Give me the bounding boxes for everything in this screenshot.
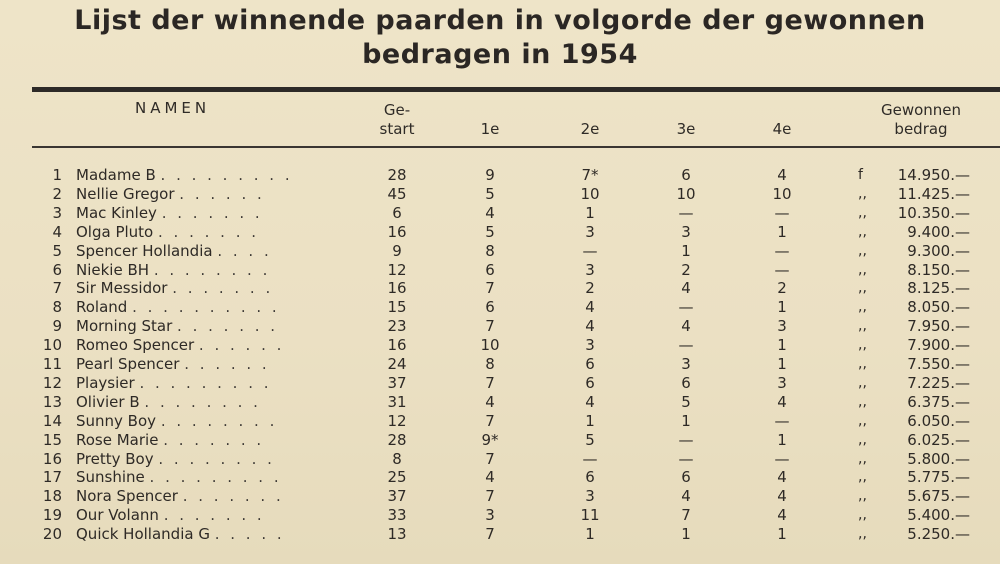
horse-name: Spencer Hollandia: [76, 241, 213, 260]
second-places-cell: 1: [585, 411, 595, 430]
row-number: 5: [52, 241, 62, 260]
horse-name: Mac Kinley: [76, 203, 157, 222]
horse-name: Romeo Spencer: [76, 336, 195, 355]
horse-name-cell: [76, 317, 336, 336]
amount-cell: 5.400.—: [907, 506, 970, 525]
leader-dots: . . . . . . .: [158, 222, 260, 241]
row-number: 10: [42, 336, 62, 355]
table-row: [0, 355, 1000, 374]
currency-mark: ,,: [858, 469, 867, 486]
second-places-cell: 1: [585, 525, 595, 544]
third-places-cell: 7: [681, 506, 691, 525]
first-places-cell: 6: [485, 298, 495, 317]
row-number: 4: [52, 222, 62, 241]
horse-name-cell: [76, 336, 336, 355]
second-places-cell: 6: [585, 468, 595, 487]
leader-dots: . . . . . .: [198, 336, 285, 355]
second-places-cell: 4: [585, 298, 595, 317]
amount-cell: 5.250.—: [907, 525, 970, 544]
table-row: [0, 298, 1000, 317]
row-number: 17: [42, 468, 62, 487]
amount-cell: 7.900.—: [907, 336, 970, 355]
starts-cell: 37: [387, 487, 407, 506]
currency-mark: ,,: [858, 337, 867, 354]
leader-dots: . . . . . . . .: [160, 411, 278, 430]
third-places-cell: 1: [681, 525, 691, 544]
table-row: [0, 317, 1000, 336]
amount-cell: 8.150.—: [907, 260, 970, 279]
fourth-places-cell: —: [774, 260, 790, 279]
starts-cell: 6: [392, 203, 402, 222]
third-places-cell: 6: [681, 166, 691, 184]
table-row: [0, 525, 1000, 544]
currency-mark: f: [858, 167, 863, 183]
currency-mark: ,,: [858, 280, 867, 297]
first-places-cell: 5: [485, 222, 495, 241]
header-bedrag-line-2: bedrag: [894, 120, 948, 138]
second-places-cell: 5: [585, 430, 595, 449]
leader-dots: . . . . . . .: [177, 317, 279, 336]
header-namen: NAMEN: [135, 99, 211, 117]
second-places-cell: 4: [585, 317, 595, 336]
second-places-cell: 3: [585, 487, 595, 506]
row-number: 9: [52, 317, 62, 336]
horse-name: Our Volann: [76, 506, 159, 525]
third-places-cell: 5: [681, 392, 691, 411]
table-row: [0, 223, 1000, 242]
page-title-line-2: bedragen in 1954: [362, 39, 638, 70]
first-places-cell: 7: [485, 449, 495, 468]
fourth-places-cell: 4: [777, 506, 787, 525]
table-row: [0, 336, 1000, 355]
row-number: 8: [52, 298, 62, 317]
third-places-cell: 4: [681, 279, 691, 298]
starts-cell: 28: [387, 166, 407, 184]
fourth-places-cell: —: [774, 241, 790, 260]
second-places-cell: 6: [585, 355, 595, 373]
second-places-cell: 7*: [581, 166, 599, 184]
second-places-cell: 1: [585, 203, 595, 222]
fourth-places-cell: 1: [777, 430, 787, 449]
leader-dots: . . . . .: [214, 525, 285, 544]
starts-cell: 16: [387, 222, 407, 241]
row-number: 14: [42, 411, 62, 430]
horse-name-cell: [76, 506, 336, 525]
starts-cell: 33: [387, 506, 407, 525]
currency-mark: ,,: [858, 431, 867, 448]
leader-dots: . . . . . . . .: [153, 260, 271, 279]
first-places-cell: 9: [485, 166, 495, 184]
amount-cell: 5.800.—: [907, 449, 970, 468]
fourth-places-cell: 1: [777, 355, 787, 373]
horse-name-cell: [76, 393, 336, 412]
fourth-places-cell: 1: [777, 525, 787, 544]
leader-dots: . . . . . . . .: [158, 449, 275, 468]
amount-cell: 6.375.—: [907, 392, 970, 411]
row-number: 13: [42, 392, 62, 411]
leader-dots: . . . . . . . . . .: [132, 298, 280, 317]
horse-name: Pearl Spencer: [76, 355, 180, 373]
second-places-cell: 2: [585, 279, 595, 298]
second-places-cell: —: [582, 241, 598, 260]
currency-mark: ,,: [858, 450, 867, 467]
currency-mark: ,,: [858, 204, 867, 221]
first-places-cell: 9*: [481, 430, 499, 449]
horse-name-cell: [76, 450, 336, 469]
currency-mark: ,,: [858, 374, 867, 391]
first-places-cell: 8: [485, 241, 495, 260]
starts-cell: 12: [387, 260, 407, 279]
third-places-cell: 3: [681, 222, 691, 241]
leader-dots: . . . . . . .: [163, 506, 265, 525]
amount-cell: 9.400.—: [907, 222, 970, 241]
header-fourth: 4e: [772, 120, 792, 138]
first-places-cell: 7: [485, 411, 495, 430]
horse-name: Rose Marie: [76, 430, 159, 449]
starts-cell: 8: [392, 449, 402, 468]
fourth-places-cell: —: [774, 449, 790, 468]
fourth-places-cell: 2: [777, 279, 787, 298]
leader-dots: . . . . . . .: [161, 203, 263, 222]
first-places-cell: 4: [485, 468, 495, 487]
currency-mark: ,,: [858, 261, 867, 278]
fourth-places-cell: 1: [777, 336, 787, 355]
leader-dots: . . . . . . .: [163, 430, 265, 449]
row-number: 2: [52, 184, 62, 203]
header-gestart: [372, 101, 422, 139]
currency-mark: ,,: [858, 223, 867, 240]
table-row: [0, 450, 1000, 469]
fourth-places-cell: 1: [777, 222, 787, 241]
horse-name-cell: [76, 525, 336, 544]
table-row: [0, 279, 1000, 298]
fourth-places-cell: 4: [777, 468, 787, 487]
third-places-cell: 6: [681, 373, 691, 392]
first-places-cell: 7: [485, 279, 495, 298]
horse-name: Roland: [76, 298, 128, 317]
horse-name-cell: [76, 468, 336, 487]
currency-mark: ,,: [858, 526, 867, 543]
fourth-places-cell: 3: [777, 317, 787, 336]
fourth-places-cell: —: [774, 203, 790, 222]
row-number: 1: [52, 166, 62, 184]
table-row: [0, 374, 1000, 393]
first-places-cell: 7: [485, 487, 495, 506]
horse-name: Sir Messidor: [76, 279, 168, 298]
horse-name-cell: [76, 374, 336, 393]
leader-dots: . . . . . . . . .: [149, 468, 282, 487]
amount-cell: 8.125.—: [907, 279, 970, 298]
fourth-places-cell: 1: [777, 298, 787, 317]
row-number: 6: [52, 260, 62, 279]
starts-cell: 13: [387, 525, 407, 544]
starts-cell: 25: [387, 468, 407, 487]
fourth-places-cell: —: [774, 411, 790, 430]
first-places-cell: 5: [485, 184, 495, 203]
amount-cell: 7.950.—: [907, 317, 970, 336]
horse-name-cell: [76, 223, 336, 242]
second-places-cell: 3: [585, 260, 595, 279]
third-places-cell: 1: [681, 241, 691, 260]
horse-name-cell: [76, 487, 336, 506]
amount-cell: 6.050.—: [907, 411, 970, 430]
third-places-cell: —: [678, 298, 694, 317]
horse-name-cell: [76, 279, 336, 298]
currency-mark: ,,: [858, 412, 867, 429]
table-row: [0, 412, 1000, 431]
amount-cell: 9.300.—: [907, 241, 970, 260]
third-places-cell: 1: [681, 411, 691, 430]
table-row: [0, 261, 1000, 280]
row-number: 20: [42, 525, 62, 544]
horse-name-cell: [76, 185, 336, 204]
starts-cell: 9: [392, 241, 402, 260]
row-number: 12: [42, 373, 62, 392]
row-number: 18: [42, 487, 62, 506]
table-row: [0, 204, 1000, 223]
header-first: 1e: [480, 120, 500, 138]
leader-dots: . . . . . . .: [172, 279, 274, 298]
leader-dots: . . . . . . .: [182, 487, 284, 506]
third-places-cell: —: [678, 203, 694, 222]
currency-mark: ,,: [858, 299, 867, 316]
horse-name: Madame B: [76, 166, 156, 184]
leader-dots: . . . . . . . .: [144, 392, 261, 411]
header-second: 2e: [580, 120, 600, 138]
header-gestart-line-2: start: [379, 120, 415, 138]
second-places-cell: —: [582, 449, 598, 468]
table-row: [0, 166, 1000, 185]
currency-mark: ,,: [858, 185, 867, 202]
leader-dots: . . . . . .: [184, 355, 270, 373]
table-row: [0, 431, 1000, 450]
starts-cell: 24: [387, 355, 407, 373]
header-bedrag-line-1: Gewonnen: [880, 101, 962, 119]
amount-cell: 11.425.—: [897, 184, 970, 203]
horse-name-cell: [76, 355, 336, 374]
horse-name: Playsier: [76, 373, 135, 392]
first-places-cell: 8: [485, 355, 495, 373]
first-places-cell: 3: [485, 506, 495, 525]
second-places-cell: 3: [585, 222, 595, 241]
horse-name: Olivier B: [76, 392, 140, 411]
third-places-cell: 10: [676, 184, 696, 203]
third-places-cell: 6: [681, 468, 691, 487]
header-third: 3e: [676, 120, 696, 138]
currency-mark: ,,: [858, 488, 867, 505]
row-number: 11: [42, 355, 62, 373]
second-places-cell: 10: [580, 184, 600, 203]
first-places-cell: 4: [485, 392, 495, 411]
leader-dots: . . . . . . . . .: [139, 373, 272, 392]
third-places-cell: —: [678, 336, 694, 355]
horse-name-cell: [76, 261, 336, 280]
page-title-line-1: Lijst der winnende paarden in volgorde der gewonnen: [74, 5, 926, 36]
fourth-places-cell: 4: [777, 166, 787, 184]
header-gestart-line-1: Ge-: [383, 101, 411, 119]
first-places-cell: 7: [485, 525, 495, 544]
row-number: 15: [42, 430, 62, 449]
amount-cell: 5.675.—: [907, 487, 970, 506]
currency-mark: ,,: [858, 242, 867, 259]
starts-cell: 12: [387, 411, 407, 430]
table-row: [0, 185, 1000, 204]
amount-cell: 7.225.—: [907, 373, 970, 392]
horse-name: Morning Star: [76, 317, 173, 336]
fourth-places-cell: 10: [772, 184, 792, 203]
first-places-cell: 7: [485, 373, 495, 392]
horse-name: Quick Hollandia G: [76, 525, 210, 544]
leader-dots: . . . .: [217, 241, 272, 260]
amount-cell: 8.050.—: [907, 298, 970, 317]
header-bedrag: [866, 101, 976, 139]
currency-mark: ,,: [858, 356, 867, 372]
table-row: [0, 393, 1000, 412]
fourth-places-cell: 3: [777, 373, 787, 392]
second-places-cell: 6: [585, 373, 595, 392]
horse-name: Sunny Boy: [76, 411, 157, 430]
row-number: 3: [52, 203, 62, 222]
second-places-cell: 3: [585, 336, 595, 355]
first-places-cell: 6: [485, 260, 495, 279]
second-places-cell: 4: [585, 392, 595, 411]
header-divider: [32, 146, 1000, 148]
table-row: [0, 242, 1000, 261]
table-row: [0, 487, 1000, 506]
first-places-cell: 4: [485, 203, 495, 222]
horse-name: Niekie BH: [76, 260, 150, 279]
row-number: 7: [52, 279, 62, 298]
horse-name: Pretty Boy: [76, 449, 154, 468]
horse-name: Olga Pluto: [76, 222, 154, 241]
horse-name-cell: [76, 204, 336, 223]
starts-cell: 45: [387, 184, 407, 203]
starts-cell: 28: [387, 430, 407, 449]
heavy-rule: [32, 87, 1000, 92]
leader-dots: . . . . . .: [179, 184, 265, 203]
amount-cell: 7.550.—: [907, 355, 970, 373]
horse-name-cell: [76, 298, 336, 317]
amount-cell: 10.350.—: [897, 203, 970, 222]
third-places-cell: 4: [681, 317, 691, 336]
horse-name-cell: [76, 242, 336, 261]
first-places-cell: 10: [480, 336, 500, 355]
starts-cell: 16: [387, 336, 407, 355]
row-number: 19: [42, 506, 62, 525]
second-places-cell: 11: [580, 506, 600, 525]
starts-cell: 31: [387, 392, 407, 411]
starts-cell: 16: [387, 279, 407, 298]
horse-name: Nellie Gregor: [76, 184, 175, 203]
currency-mark: ,,: [858, 507, 867, 524]
horse-name-cell: [76, 412, 336, 431]
starts-cell: 37: [387, 373, 407, 392]
fourth-places-cell: 4: [777, 487, 787, 506]
third-places-cell: —: [678, 449, 694, 468]
first-places-cell: 7: [485, 317, 495, 336]
amount-cell: 5.775.—: [907, 468, 970, 487]
third-places-cell: 3: [681, 355, 691, 373]
third-places-cell: 2: [681, 260, 691, 279]
currency-mark: ,,: [858, 318, 867, 335]
table-row: [0, 468, 1000, 487]
third-places-cell: 4: [681, 487, 691, 506]
amount-cell: 6.025.—: [907, 430, 970, 449]
horse-name: Sunshine: [76, 468, 145, 487]
fourth-places-cell: 4: [777, 392, 787, 411]
third-places-cell: —: [678, 430, 694, 449]
horse-name-cell: [76, 431, 336, 450]
amount-cell: 14.950.—: [897, 166, 970, 184]
leader-dots: . . . . . . . . .: [160, 166, 293, 184]
starts-cell: 15: [387, 298, 407, 317]
horse-name-cell: [76, 166, 336, 185]
table-row: [0, 506, 1000, 525]
horse-name: Nora Spencer: [76, 487, 178, 506]
starts-cell: 23: [387, 317, 407, 336]
row-number: 16: [42, 449, 62, 468]
currency-mark: ,,: [858, 393, 867, 410]
